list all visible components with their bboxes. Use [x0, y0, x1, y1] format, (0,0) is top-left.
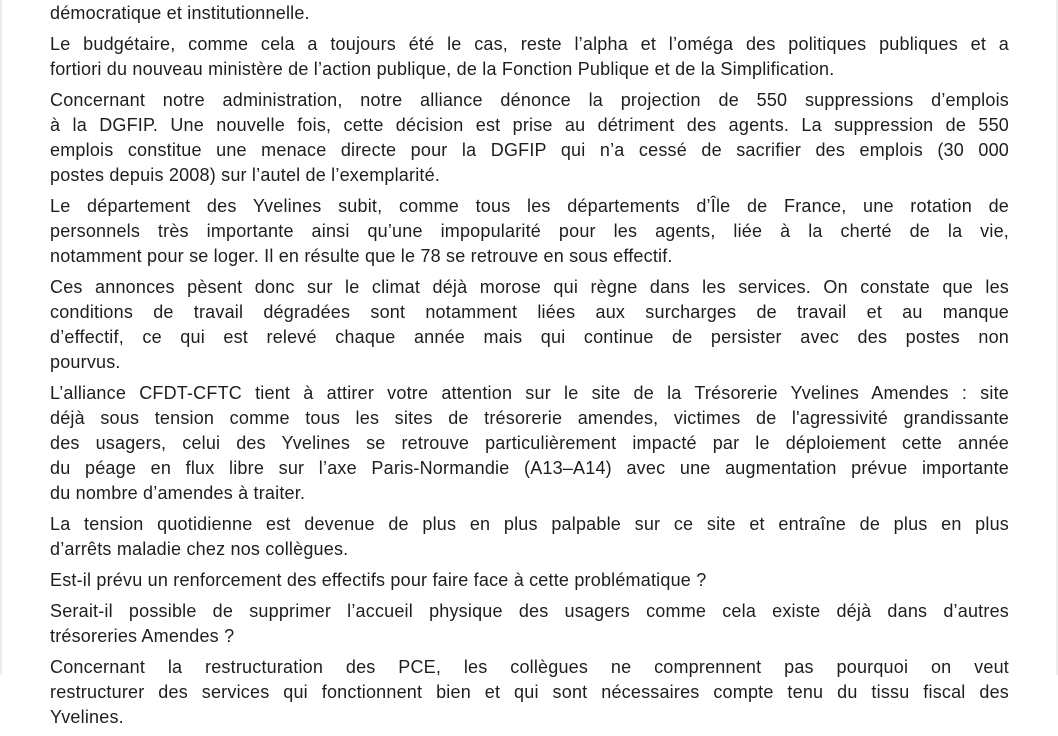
paragraph — [50, 512, 1009, 562]
paragraph — [50, 88, 1009, 188]
text-line: Ces annonces pèsent donc sur le climat déjà morose qui règne dans les services. On constate que les — [50, 277, 1009, 297]
text-line: Concernant notre administration, notre alliance dénonce la projection de 550 suppressions d’emplois — [50, 90, 1009, 110]
text-line: fortiori du nouveau ministère de l’action publique, de la Fonction Publique et de la Simplification. — [50, 59, 835, 79]
text-line: postes depuis 2008) sur l’autel de l’exemplarité. — [50, 165, 441, 185]
text-line: Le budgétaire, comme cela a toujours été le cas, reste l’alpha et l’oméga des politiques publiques et a — [50, 34, 1009, 54]
text-line: du péage en flux libre sur l’axe Paris-Normandie (A13–A14) avec une augmentation prévue importante — [50, 458, 1009, 478]
text-line: Serait-il possible de supprimer l’accueil physique des usagers comme cela existe déjà dans d’autres — [50, 601, 1009, 621]
text-line: démocratique et institutionnelle. — [50, 3, 310, 23]
text-line: Concernant la restructuration des PCE, les collègues ne comprennent pas pourquoi on veut — [50, 657, 1009, 677]
text-line: des usagers, celui des Yvelines se retrouve particulièrement impacté par le déploiement cette année — [50, 433, 1009, 453]
text-line: restructurer des services qui fonctionnent bien et qui sont nécessaires compte tenu du tissu fiscal des — [50, 682, 1009, 702]
text-line: Le département des Yvelines subit, comme tous les départements d’Île de France, une rotation de — [50, 196, 1009, 216]
paragraph — [50, 599, 1009, 649]
paragraph — [50, 32, 1009, 82]
document-text — [50, 1, 1009, 736]
text-line: pourvus. — [50, 352, 121, 372]
text-line: d’arrêts maladie chez nos collègues. — [50, 539, 349, 559]
text-line: conditions de travail dégradées sont notamment liées aux surcharges de travail et au manque — [50, 302, 1009, 322]
text-line: trésoreries Amendes ? — [50, 626, 235, 646]
paragraph — [50, 655, 1009, 730]
paragraph — [50, 381, 1009, 506]
text-line: Yvelines. — [50, 707, 124, 727]
text-line: du nombre d’amendes à traiter. — [50, 483, 306, 503]
text-line: déjà sous tension comme tous les sites de trésorerie amendes, victimes de l'agressivité grandissante — [50, 408, 1009, 428]
paragraph — [50, 194, 1009, 269]
text-line: emplois constitue une menace directe pour la DGFIP qui n’a cessé de sacrifier des emplois (30 000 — [50, 140, 1009, 160]
paragraph — [50, 275, 1009, 375]
text-line: personnels très importante ainsi qu’une impopularité pour les agents, liée à la cherté de la vie, — [50, 221, 1009, 241]
text-line: La tension quotidienne est devenue de plus en plus palpable sur ce site et entraîne de plus en plus — [50, 514, 1009, 534]
text-line: L’alliance CFDT-CFTC tient à attirer votre attention sur le site de la Trésorerie Yvelines Amendes : site — [50, 383, 1009, 403]
text-line: d’effectif, ce qui est relevé chaque année mais qui continue de persister avec des postes non — [50, 327, 1009, 347]
text-line: notamment pour se loger. Il en résulte que le 78 se retrouve en sous effectif. — [50, 246, 673, 266]
paragraph — [50, 1, 1009, 26]
text-line: Est-il prévu un renforcement des effectifs pour faire face à cette problématique ? — [50, 570, 707, 590]
paragraph — [50, 568, 1009, 593]
text-line: à la DGFIP. Une nouvelle fois, cette décision est prise au détriment des agents. La suppression de 550 — [50, 115, 1009, 135]
